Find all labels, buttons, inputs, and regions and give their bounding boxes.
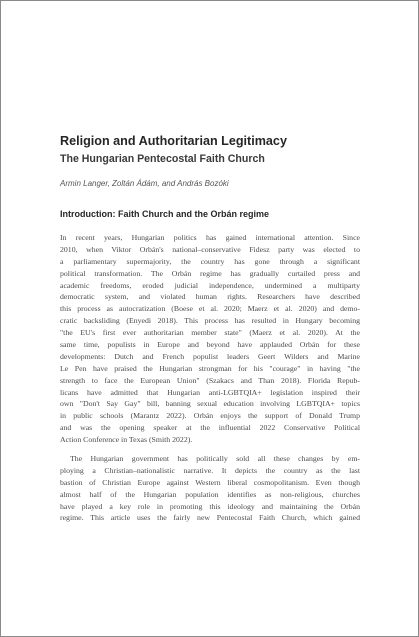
text-line: almost half of the Hungarian population identifies as non-religious, churches [60, 489, 360, 499]
text-line: In recent years, Hungarian politics has gained international attention. Since [60, 233, 360, 242]
text-line: and was the opening speaker at the influential 2022 Conservative Political [60, 423, 360, 433]
text-line: democratic system, and violated human rights. Researchers have described [60, 292, 360, 302]
paragraph-2 [60, 453, 360, 524]
text-line: developments: Dutch and French populist leaders Geert Wilders and Marine [60, 351, 360, 361]
text-line: same time, populists in Europe and beyond have applauded Orbán for these [60, 340, 360, 350]
body-text [60, 232, 360, 524]
text-line: "the EU's first ever authoritarian member state" (Maerz et al. 2020). At the [60, 328, 360, 338]
chapter-subtitle: The Hungarian Pentecostal Faith Church [60, 153, 265, 165]
paragraph-1 [60, 232, 360, 446]
chapter-title: Religion and Authoritarian Legitimacy [60, 134, 287, 148]
text-line: academic freedoms, eroded judicial independence, undermined a multiparty [60, 280, 360, 290]
paragraph-gap [60, 446, 360, 453]
text-line: ploying a Christian–nationalistic narrative. It depicts the country as the last [60, 465, 360, 475]
text-line: a parliamentary supermajority, the country has gone through a significant [60, 256, 360, 266]
text-line: strength to face the European Union" (Szakacs and Than 2018). Florida Repub- [60, 375, 360, 385]
text-line: cratic backsliding (Enyedi 2018). This process has resulted in Hungary becoming [60, 316, 360, 326]
text-line: 2010, when Viktor Orbán's national–conservative Fidesz party was elected to [60, 244, 360, 254]
text-line: this process as autocratization (Boese et al. 2020; Maerz et al. 2020) and demo- [60, 304, 360, 314]
text-line: own "Don't Say Gay" bill, banning sexual education involving LGBTQIA+ topics [60, 399, 360, 409]
text-line: political transformation. The Orbán regime has gradually curtailed press and [60, 268, 360, 278]
text-line: Le Pen have praised the Hungarian strongman for his "courage" in having "the [60, 363, 360, 373]
chapter-authors: Armin Langer, Zoltán Ádám, and András Bozóki [60, 179, 229, 188]
text-line: The Hungarian government has politically sold all these changes by em- [70, 454, 360, 464]
text-line: bastion of Christian Europe against Western liberal cosmopolitanism. Even though [60, 477, 360, 487]
section-heading: Introduction: Faith Church and the Orbán regime [60, 209, 270, 219]
text-line: regime. This article uses the fairly new Pentecostal Faith Church, which gained [60, 513, 360, 523]
text-line: in public schools (Marantz 2022). Orbán enjoys the support of Donald Trump [60, 411, 360, 421]
text-line: Action Conference in Texas (Smith 2022). [60, 435, 193, 445]
text-line: have played a key role in promoting this ideology and maintaining the Orbán [60, 501, 360, 511]
text-line: licans have admitted that Hungarian anti-LGBTQIA+ legislation inspired their [60, 387, 360, 397]
page-content [60, 134, 360, 524]
